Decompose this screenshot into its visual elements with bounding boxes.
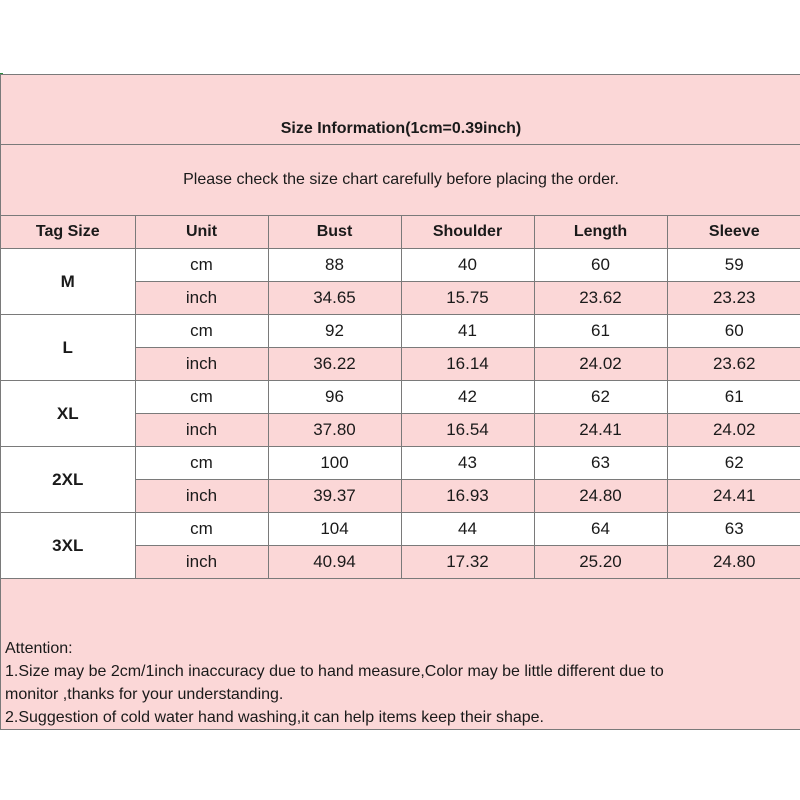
table-row: [1, 381, 800, 414]
measurement-cell: 23.62: [667, 348, 800, 381]
measurement-cell: 16.14: [401, 348, 534, 381]
header-tag-size: Tag Size: [1, 216, 135, 249]
unit-cell: inch: [135, 414, 268, 447]
measurement-cell: 23.23: [667, 282, 800, 315]
tag-size-cell: L: [1, 315, 135, 381]
unit-cell: inch: [135, 282, 268, 315]
unit-cell: cm: [135, 249, 268, 282]
measurement-cell: 61: [534, 315, 667, 348]
measurement-cell: 24.02: [534, 348, 667, 381]
notice-text: Please check the size chart carefully before placing the order.: [183, 171, 619, 188]
attention-line: monitor ,thanks for your understanding.: [5, 686, 284, 703]
measurement-cell: 34.65: [268, 282, 401, 315]
measurement-cell: 62: [534, 381, 667, 414]
header-bust: Bust: [268, 216, 401, 249]
size-chart: [0, 74, 800, 730]
measurement-cell: 42: [401, 381, 534, 414]
measurement-cell: 24.80: [534, 480, 667, 513]
measurement-cell: 60: [667, 315, 800, 348]
title-band: [1, 75, 800, 145]
unit-cell: cm: [135, 381, 268, 414]
measurement-cell: 40: [401, 249, 534, 282]
measurement-cell: 40.94: [268, 546, 401, 579]
measurement-cell: 25.20: [534, 546, 667, 579]
measurement-cell: 104: [268, 513, 401, 546]
attention-heading: Attention:: [5, 640, 73, 657]
header-shoulder: Shoulder: [401, 216, 534, 249]
measurement-cell: 100: [268, 447, 401, 480]
table-row: [1, 513, 800, 546]
attention-line: 2.Suggestion of cold water hand washing,it can help items keep their shape.: [5, 709, 544, 726]
table-row: [1, 447, 800, 480]
measurement-cell: 39.37: [268, 480, 401, 513]
unit-cell: inch: [135, 480, 268, 513]
tag-size-cell: M: [1, 249, 135, 315]
tag-size-cell: XL: [1, 381, 135, 447]
measurement-cell: 24.80: [667, 546, 800, 579]
measurement-cell: 60: [534, 249, 667, 282]
unit-cell: inch: [135, 546, 268, 579]
measurement-cell: 37.80: [268, 414, 401, 447]
measurement-cell: 62: [667, 447, 800, 480]
table-row: [1, 315, 800, 348]
measurement-cell: 23.62: [534, 282, 667, 315]
measurement-cell: 15.75: [401, 282, 534, 315]
measurement-cell: 24.41: [534, 414, 667, 447]
measurement-cell: 92: [268, 315, 401, 348]
measurement-cell: 96: [268, 381, 401, 414]
measurement-cell: 41: [401, 315, 534, 348]
measurement-cell: 63: [667, 513, 800, 546]
table-row: [1, 249, 800, 282]
attention-notes: [5, 637, 664, 729]
measurement-cell: 61: [667, 381, 800, 414]
measurement-cell: 44: [401, 513, 534, 546]
chart-title: Size Information(1cm=0.39inch): [280, 119, 522, 137]
measurement-cell: 24.02: [667, 414, 800, 447]
size-table-body: [1, 249, 800, 579]
measurement-cell: 59: [667, 249, 800, 282]
notice-band: [1, 145, 800, 216]
tag-size-cell: 3XL: [1, 513, 135, 579]
unit-cell: cm: [135, 315, 268, 348]
unit-cell: cm: [135, 513, 268, 546]
attention-line: 1.Size may be 2cm/1inch inaccuracy due to hand measure,Color may be little different due to: [5, 663, 664, 680]
measurement-cell: 63: [534, 447, 667, 480]
measurement-cell: 17.32: [401, 546, 534, 579]
measurement-cell: 36.22: [268, 348, 401, 381]
measurement-cell: 24.41: [667, 480, 800, 513]
measurement-cell: 16.93: [401, 480, 534, 513]
header-length: Length: [534, 216, 667, 249]
measurement-cell: 43: [401, 447, 534, 480]
unit-cell: cm: [135, 447, 268, 480]
header-unit: Unit: [135, 216, 268, 249]
unit-cell: inch: [135, 348, 268, 381]
tag-size-cell: 2XL: [1, 447, 135, 513]
size-table: [1, 215, 800, 579]
measurement-cell: 16.54: [401, 414, 534, 447]
measurement-cell: 64: [534, 513, 667, 546]
header-row: [1, 216, 800, 249]
measurement-cell: 88: [268, 249, 401, 282]
header-sleeve: Sleeve: [667, 216, 800, 249]
